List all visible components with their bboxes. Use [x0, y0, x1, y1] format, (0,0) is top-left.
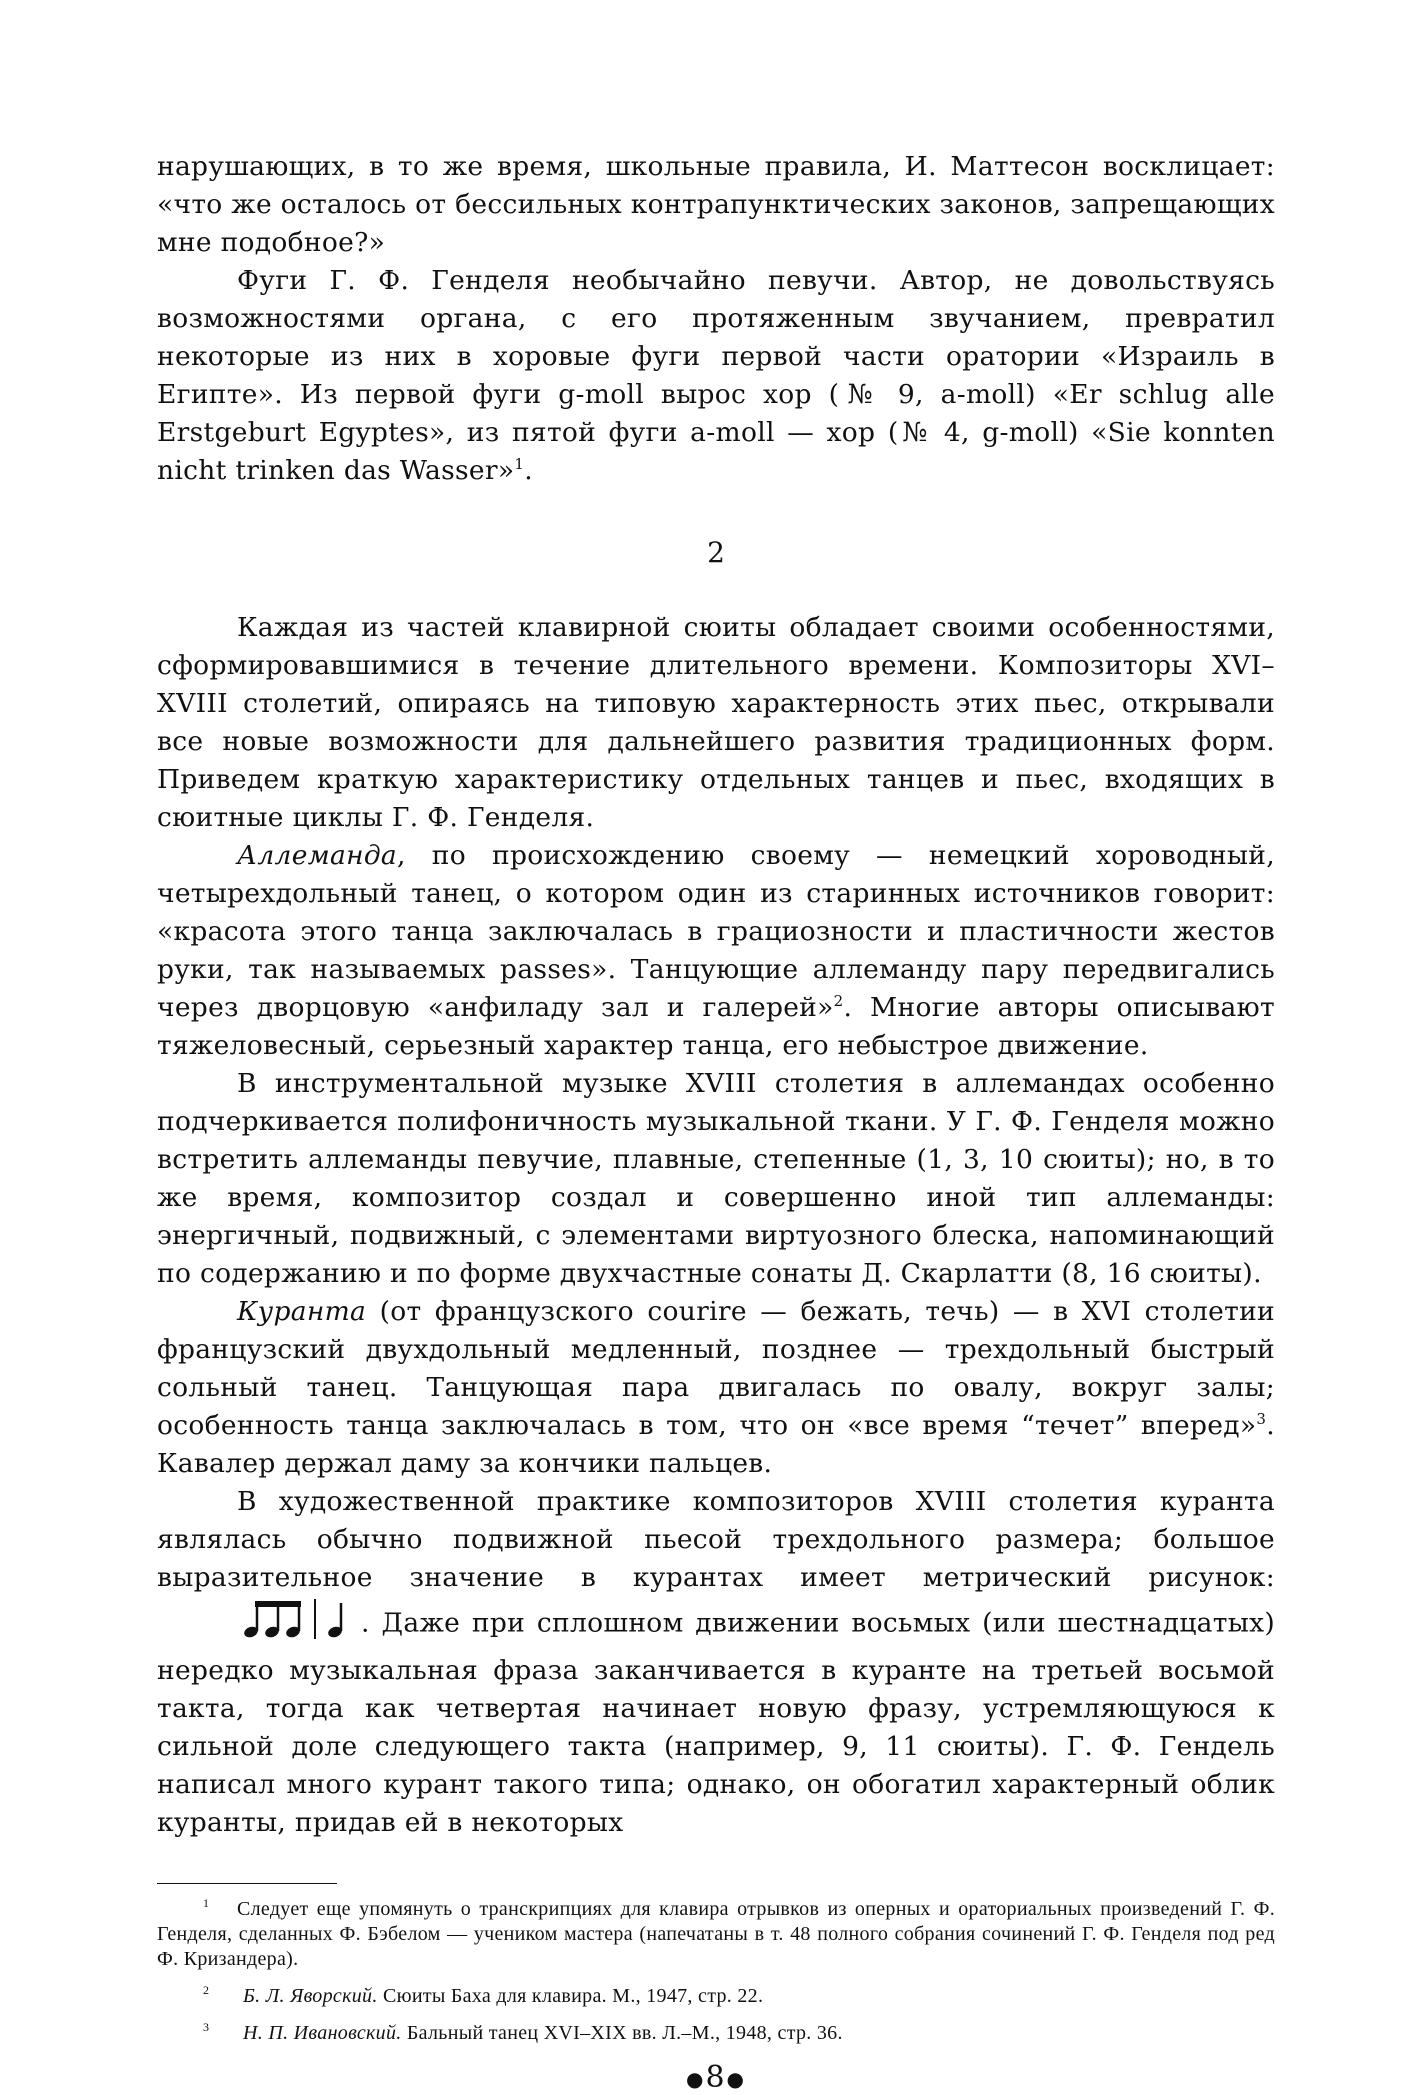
- footnote-3: 3 Н. П. Ивановский. Бальный танец XVI–XIX вв. Л.–М., 1948, стр. 36.: [203, 2020, 843, 2044]
- paragraph-2: Фуги Г. Ф. Генделя необычайно певучи. Автор, не довольствуясь возможностями органа, с его протяженным звучанием, превратил некоторые из них в хоровые фуги первой части оратории «Израиль в Египте». Из первой фуги g-moll вырос хор (№ 9, a-moll) «Er schlug alle Erstgeburt Egyptes», из пятой фуги a-moll — хор (№ 4, g-moll) «Sie konnten nicht trinken das Wasser»$^1$.: [157, 265, 1275, 486]
- term-courante: Куранта: [237, 1296, 367, 1327]
- paragraph-allemande: Аллеманда, по происхождению своему — немецкий хороводный, четырехдольный танец, о котором один из старинных источников говорит: «красота этого танца заключалась в грациозности и пластичности жестов руки, так называемых passes». Танцующие аллеманду пару передвигались через дворцовую «анфиладу зал и галерей»$^2$. Многие авторы описывают тяжеловесный, серьезный характер танца, его небыстрое движение.: [157, 840, 1275, 1061]
- footnote-divider: [157, 1883, 337, 1884]
- paragraph-3: Каждая из частей клавирной сюиты обладает своими особенностями, сформировавшимися в течение длительного времени. Композиторы XVI–XVIII столетий, опираясь на типовую характерность этих пьес, открывали все новые возможности для дальнейшего развития традиционных форм. Приведем краткую характеристику отдельных танцев и пьес, входящих в сюитные циклы Г. Ф. Генделя.: [157, 612, 1275, 833]
- paragraph-7: В художественной практике композиторов XVIII столетия куранта являлась обычно подвижной пьесой трехдольного размера; большое выразительное значение в курантах имеет метрический рисунок:. Даже при сплошном движении восьмых (или шестнадцатых) нередко музыкальная фраза заканчивается в куранте на третьей восьмой такта, тогда как четвертая начинает новую фразу, устремляющуюся к сильной доле следующего такта (например, 9, 11 сюиты). Г. Ф. Гендель написал много курант такого типа; однако, он обогатил характерный облик куранты, придав ей в некоторых: [157, 1486, 1275, 1838]
- paragraph-courante: Куранта (от французского courire — бежать, течь) — в XVI столетии французский двухдольный медленный, позднее — трехдольный быстрый сольный танец. Танцующая пара двигалась по овалу, вокруг залы; особенность танца заключалась в том, что он «все время “течет” вперед»$^3$. Кавалер держал даму за кончики пальцев.: [157, 1296, 1275, 1479]
- paragraph-5: В инструментальной музыке XVIII столетия в аллемандах особенно подчеркивается полифоничность музыкальной ткани. У Г. Ф. Генделя можно встретить аллеманды певучие, плавные, степенные (1, 3, 10 сюиты); но, в то же время, композитор создал и совершенно иной тип аллеманды: энергичный, подвижный, с элементами виртуозного блеска, напоминающий по содержанию и по форме двухчастные сонаты Д. Скарлатти (8, 16 сюиты).: [157, 1068, 1275, 1289]
- footnote-ref-3[interactable]: 3: [1256, 1410, 1267, 1429]
- page-body: [157, 148, 1275, 2095]
- bullet-icon: ●: [726, 2067, 746, 2091]
- footnote-2: 2 Б. Л. Яворский. Сюиты Баха для клавира. М., 1947, стр. 22.: [203, 1983, 764, 2007]
- footnote-1: 1 Следует еще упомянуть о транскрипциях для клавира отрывков из оперных и ораториальных произведений Г. Ф. Генделя, сделанных Ф. Бэбелом — учеником мастера (напечатаны в т. 48 полного собрания сочинений Г. Ф. Генделя под ред Ф. Кризандера).: [157, 1896, 1275, 1970]
- bullet-icon: ●: [686, 2067, 706, 2091]
- rhythm-notation-icon: [161, 1597, 357, 1652]
- footnote-ref-2[interactable]: 2: [833, 992, 844, 1011]
- section-number: 2: [707, 536, 725, 569]
- footnote-ref-1[interactable]: 1: [514, 455, 525, 474]
- paragraph-1: нарушающих, в то же время, школьные правила, И. Маттесон восклицает: «что же осталось от бессильных контрапунктических законов, запрещающих мне подобное?»: [157, 151, 1275, 258]
- term-allemande: Аллеманда: [237, 840, 398, 871]
- page-number: ●8●: [686, 2060, 746, 2095]
